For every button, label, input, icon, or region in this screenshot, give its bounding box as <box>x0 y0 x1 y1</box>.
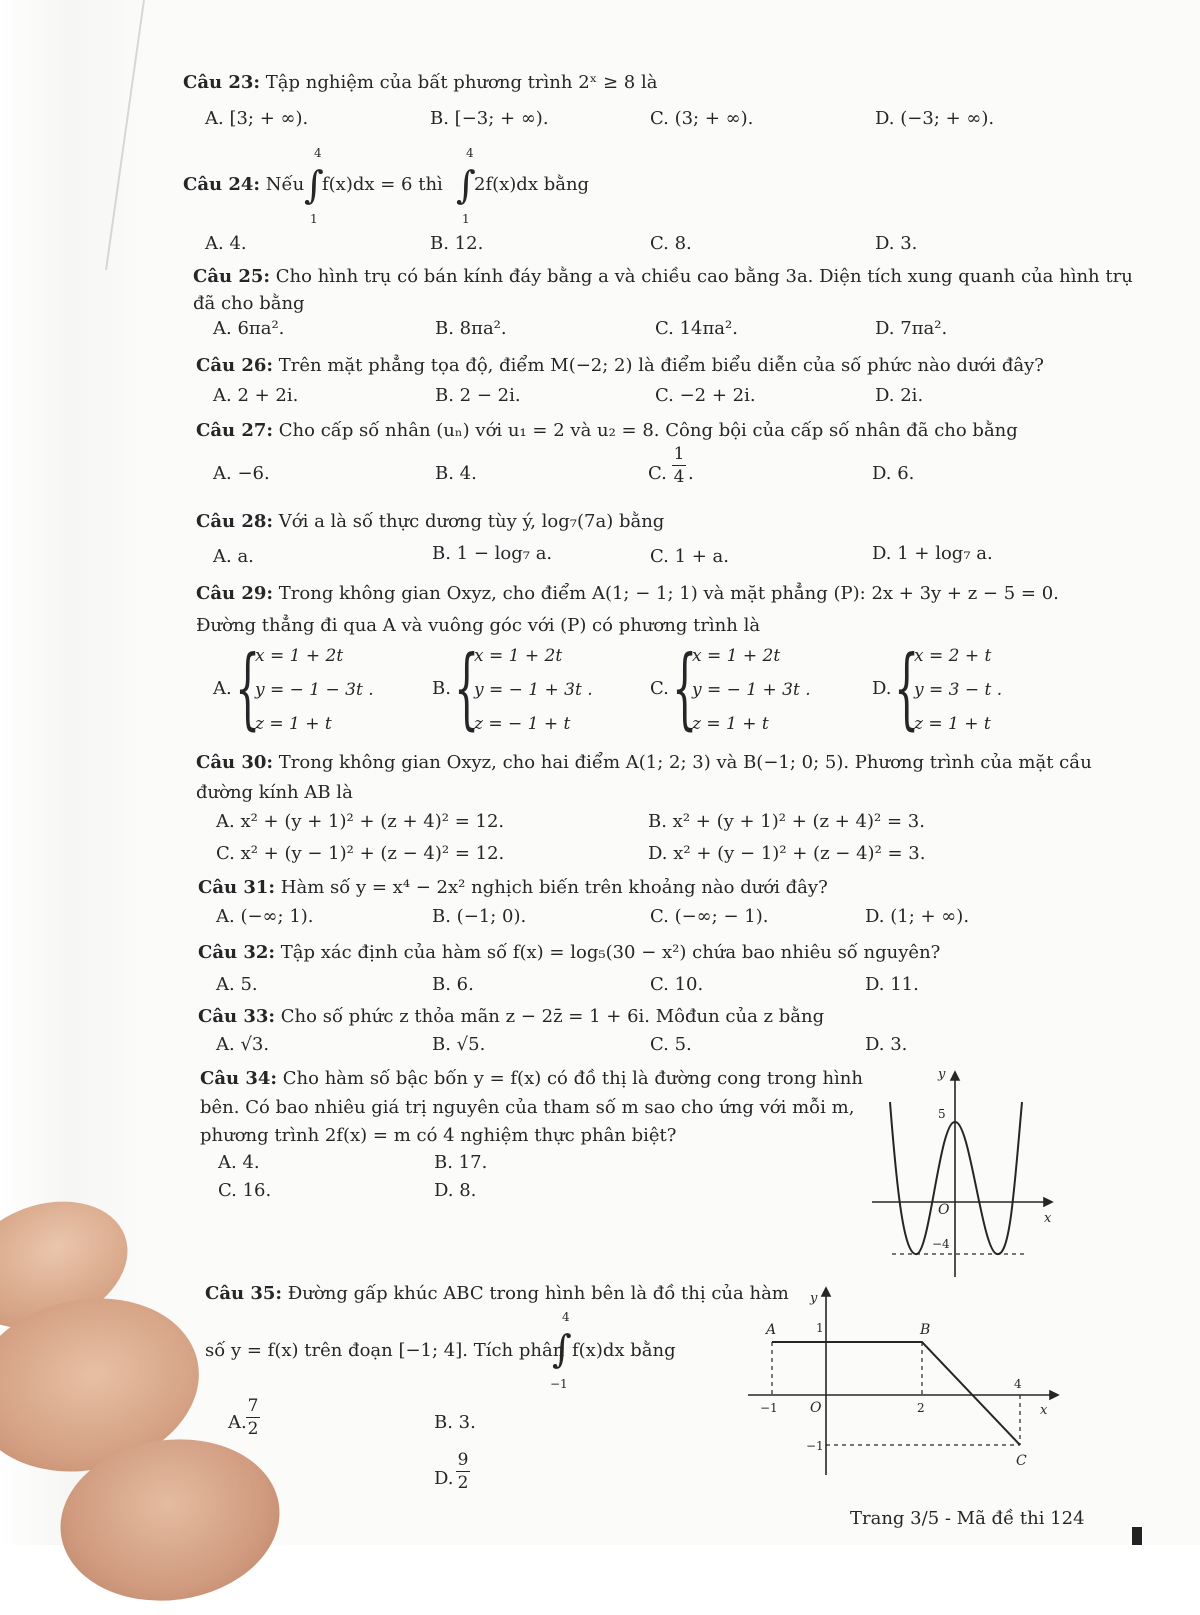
question-24-label <box>183 174 304 195</box>
integral-expression: f(x)dx bằng <box>572 1340 676 1361</box>
fraction-numerator: 9 <box>457 1450 469 1470</box>
option-c[interactable]: C. x² + (y − 1)² + (z − 4)² = 12. <box>216 843 505 864</box>
brace-symbol: { <box>894 636 920 739</box>
question-label: Câu 28: <box>196 511 274 532</box>
option-letter: A. <box>213 678 232 699</box>
option-d[interactable]: D. x² + (y − 1)² + (z − 4)² = 3. <box>648 843 926 864</box>
question-30 <box>196 752 1092 773</box>
y-axis-arrow <box>951 1072 959 1080</box>
option-b[interactable]: B. 6. <box>432 974 474 995</box>
polyline-abc <box>772 1342 1020 1445</box>
question-text: Đường gấp khúc ABC trong hình bên là đồ thị của hàm <box>287 1283 789 1304</box>
x-tick-4: 4 <box>1014 1377 1022 1391</box>
option-d[interactable]: D. 3. <box>865 1034 908 1055</box>
option-b[interactable]: B. 3. <box>434 1412 476 1433</box>
equation-row: x = 1 + 2t <box>692 646 781 666</box>
equation-row: y = − 1 + 3t . <box>692 680 811 700</box>
option-c[interactable]: C. 1 + a. <box>650 546 730 567</box>
option-c[interactable]: C. −2 + 2i. <box>655 385 756 406</box>
question-label: Câu 33: <box>198 1006 276 1027</box>
x-axis-label: x <box>1040 1403 1048 1418</box>
y-tick-1: 1 <box>816 1321 824 1335</box>
fraction <box>672 444 686 487</box>
option-a[interactable]: A. 2 + 2i. <box>213 385 299 406</box>
integral-lower-limit: −1 <box>550 1377 568 1391</box>
point-c-label: C <box>1016 1453 1027 1469</box>
option-letter: C. <box>648 463 667 484</box>
option-d[interactable]: D. 3. <box>875 233 918 254</box>
equation-row: x = 2 + t <box>914 646 992 666</box>
question-26 <box>196 355 1044 376</box>
option-d[interactable]: D. (1; + ∞). <box>865 906 970 927</box>
option-b[interactable]: B. x² + (y + 1)² + (z + 4)² = 3. <box>648 811 925 832</box>
integral-lower-limit: 1 <box>310 212 318 226</box>
option-a[interactable]: A. x² + (y + 1)² + (z + 4)² = 12. <box>216 811 505 832</box>
option-a[interactable]: A. 5. <box>216 974 258 995</box>
y-axis-label: y <box>810 1291 818 1306</box>
x-axis-arrow <box>1044 1198 1052 1206</box>
equation-row: z = − 1 + t <box>474 714 571 734</box>
x-tick-2: 2 <box>917 1401 925 1415</box>
brace-symbol: { <box>672 636 698 739</box>
question-text: Cho cấp số nhân (uₙ) với u₁ = 2 và u₂ = 8. Công bội của cấp số nhân đã cho bằng <box>278 420 1018 441</box>
question-text: Trên mặt phẳng tọa độ, điểm M(−2; 2) là điểm biểu diễn của số phức nào dưới đây? <box>278 355 1044 376</box>
integral-lower-limit: 1 <box>462 212 470 226</box>
fraction <box>246 1396 260 1439</box>
option-b[interactable]: B. √5. <box>432 1034 486 1055</box>
option-d[interactable]: D. 6. <box>872 463 915 484</box>
question-text-continued: số y = f(x) trên đoạn [−1; 4]. Tích phân <box>205 1340 565 1361</box>
question-text: Hàm số y = x⁴ − 2x² nghịch biến trên khoảng nào dưới đây? <box>280 877 828 898</box>
quartic-graph <box>862 1062 1062 1282</box>
y-axis-arrow <box>822 1288 830 1296</box>
option-c[interactable] <box>648 463 667 484</box>
option-c[interactable]: C. (3; + ∞). <box>650 108 754 129</box>
question-text: Với a là số thực dương tùy ý, log₇(7a) bằng <box>278 511 665 532</box>
quartic-curve <box>890 1102 1022 1254</box>
question-text-continued: bên. Có bao nhiêu giá trị nguyên của tham số m sao cho ứng với mỗi m, <box>200 1097 855 1118</box>
question-29 <box>196 583 1059 604</box>
question-label: Câu 27: <box>196 420 274 441</box>
option-a[interactable]: A. a. <box>213 546 254 567</box>
option-letter: A. <box>228 1412 247 1433</box>
option-a[interactable]: A. [3; + ∞). <box>205 108 309 129</box>
question-label: Câu 32: <box>198 942 276 963</box>
integral-expression-1: f(x)dx = 6 thì <box>322 174 443 195</box>
question-text-continued: đường kính AB là <box>196 782 353 803</box>
question-text-continued: Đường thẳng đi qua A và vuông góc với (P) có phương trình là <box>196 615 761 636</box>
equation-row: y = − 1 + 3t . <box>474 680 593 700</box>
question-text-continued: phương trình 2f(x) = m có 4 nghiệm thực phân biệt? <box>200 1125 677 1146</box>
question-label: Câu 31: <box>198 877 276 898</box>
equation-row: x = 1 + 2t <box>255 646 344 666</box>
option-d[interactable]: D. (−3; + ∞). <box>875 108 995 129</box>
x-axis-label: x <box>1044 1211 1052 1226</box>
equation-row: x = 1 + 2t <box>474 646 563 666</box>
option-b[interactable]: B. 17. <box>434 1152 488 1173</box>
option-d[interactable]: D. 8. <box>434 1180 477 1201</box>
question-text: Tập nghiệm của bất phương trình 2ˣ ≥ 8 là <box>265 72 658 93</box>
option-d[interactable]: D. 1 + log₇ a. <box>872 543 993 564</box>
option-a[interactable] <box>228 1412 247 1433</box>
question-23 <box>183 72 657 93</box>
point-b-label: B <box>920 1322 931 1338</box>
option-b[interactable]: B. [−3; + ∞). <box>430 108 549 129</box>
question-label: Câu 25: <box>193 266 271 287</box>
fraction-denominator: 2 <box>457 1473 469 1493</box>
y-tick-neg1: −1 <box>806 1439 824 1453</box>
question-label: Câu 23: <box>183 72 261 93</box>
question-34 <box>200 1068 863 1089</box>
option-a[interactable]: A. 4. <box>205 233 247 254</box>
fraction-denominator: 4 <box>673 467 685 487</box>
option-a[interactable]: A. (−∞; 1). <box>216 906 314 927</box>
question-35 <box>205 1283 789 1304</box>
option-a[interactable]: A. 6πa². <box>213 318 285 339</box>
option-b[interactable]: B. (−1; 0). <box>432 906 527 927</box>
option-b[interactable]: B. 8πa². <box>435 318 507 339</box>
question-text-continued: đã cho bằng <box>193 293 305 314</box>
integral-sign: ∫ <box>304 163 324 207</box>
equation-row: z = 1 + t <box>255 714 332 734</box>
question-label: Câu 24: <box>183 174 261 195</box>
question-text: Tập xác định của hàm số f(x) = log₅(30 − x²) chứa bao nhiêu số nguyên? <box>280 942 941 963</box>
option-d[interactable] <box>434 1468 454 1489</box>
fraction-numerator: 1 <box>673 444 685 464</box>
option-c[interactable]: C. 14πa². <box>655 318 738 339</box>
integral-upper-limit: 4 <box>314 146 322 160</box>
integral-upper-limit: 4 <box>466 146 474 160</box>
question-text: Cho hàm số bậc bốn y = f(x) có đồ thị là đường cong trong hình <box>282 1068 863 1089</box>
option-d[interactable]: D. 7πa². <box>875 318 948 339</box>
option-punctuation: . <box>688 463 694 484</box>
question-text: Cho hình trụ có bán kính đáy bằng a và chiều cao bằng 3a. Diện tích xung quanh của hình trụ <box>275 266 1133 287</box>
question-text: Trong không gian Oxyz, cho hai điểm A(1; 2; 3) và B(−1; 0; 5). Phương trình của mặt cầu <box>278 752 1092 773</box>
fraction <box>456 1450 470 1493</box>
question-32 <box>198 942 940 963</box>
y-axis-label: y <box>938 1067 946 1082</box>
option-a[interactable]: A. √3. <box>216 1034 270 1055</box>
option-c[interactable]: C. 10. <box>650 974 704 995</box>
question-31 <box>198 877 828 898</box>
equation-row: y = − 1 − 3t . <box>255 680 374 700</box>
question-label: Câu 30: <box>196 752 274 773</box>
point-a-label: A <box>766 1322 777 1338</box>
option-d[interactable]: D. 2i. <box>875 385 924 406</box>
option-b[interactable]: B. 12. <box>430 233 484 254</box>
origin-label: O <box>810 1400 822 1416</box>
question-label: Câu 26: <box>196 355 274 376</box>
question-label: Câu 35: <box>205 1283 283 1304</box>
option-a[interactable] <box>213 636 403 739</box>
option-c[interactable]: C. 8. <box>650 233 692 254</box>
question-33 <box>198 1006 824 1027</box>
question-label: Câu 34: <box>200 1068 278 1089</box>
fraction-numerator: 7 <box>247 1396 259 1416</box>
option-a[interactable]: A. −6. <box>213 463 270 484</box>
brace-symbol: { <box>235 636 261 739</box>
polyline-graph <box>748 1280 1068 1480</box>
origin-label: O <box>938 1202 950 1218</box>
equation-row: y = 3 − t . <box>914 680 1003 700</box>
option-c[interactable] <box>650 636 840 739</box>
question-27 <box>196 420 1018 441</box>
fraction-denominator: 2 <box>247 1419 259 1439</box>
option-b[interactable]: B. 2 − 2i. <box>435 385 521 406</box>
integral-sign: ∫ <box>552 1327 572 1371</box>
option-d[interactable]: D. 11. <box>865 974 919 995</box>
option-letter: D. <box>434 1468 454 1489</box>
option-d[interactable] <box>872 636 1022 739</box>
option-b[interactable]: B. 4. <box>435 463 477 484</box>
question-text: Cho số phức z thỏa mãn z − 2z̄ = 1 + 6i. Môđun của z bằng <box>280 1006 825 1027</box>
brace-symbol: { <box>454 636 480 739</box>
question-text: Trong không gian Oxyz, cho điểm A(1; − 1; 1) và mặt phẳng (P): 2x + 3y + z − 5 = 0. <box>278 583 1059 604</box>
equation-row: z = 1 + t <box>692 714 769 734</box>
integral-upper-limit: 4 <box>562 1310 570 1324</box>
option-letter: B. <box>432 678 451 699</box>
option-letter: D. <box>872 678 892 699</box>
integral-expression-2: 2f(x)dx bằng <box>474 174 590 195</box>
option-b[interactable]: B. 1 − log₇ a. <box>432 543 553 564</box>
question-label: Câu 29: <box>196 583 274 604</box>
option-c[interactable]: C. 5. <box>650 1034 692 1055</box>
question-25 <box>193 266 1133 287</box>
option-letter: C. <box>650 678 669 699</box>
min-value-label: −4 <box>932 1237 950 1251</box>
option-c[interactable]: C. (−∞; − 1). <box>650 906 769 927</box>
question-28 <box>196 511 664 532</box>
integral-sign: ∫ <box>456 163 476 207</box>
x-axis-arrow <box>1050 1391 1058 1399</box>
page-footer: Trang 3/5 - Mã đề thi 124 <box>850 1508 1085 1529</box>
max-value-label: 5 <box>938 1107 946 1121</box>
question-text: Nếu <box>265 174 305 195</box>
option-c[interactable]: C. 16. <box>218 1180 272 1201</box>
option-a[interactable]: A. 4. <box>218 1152 260 1173</box>
equation-row: z = 1 + t <box>914 714 991 734</box>
option-b[interactable] <box>432 636 622 739</box>
page-corner-mark <box>1132 1527 1142 1545</box>
x-tick-neg1: −1 <box>760 1401 778 1415</box>
